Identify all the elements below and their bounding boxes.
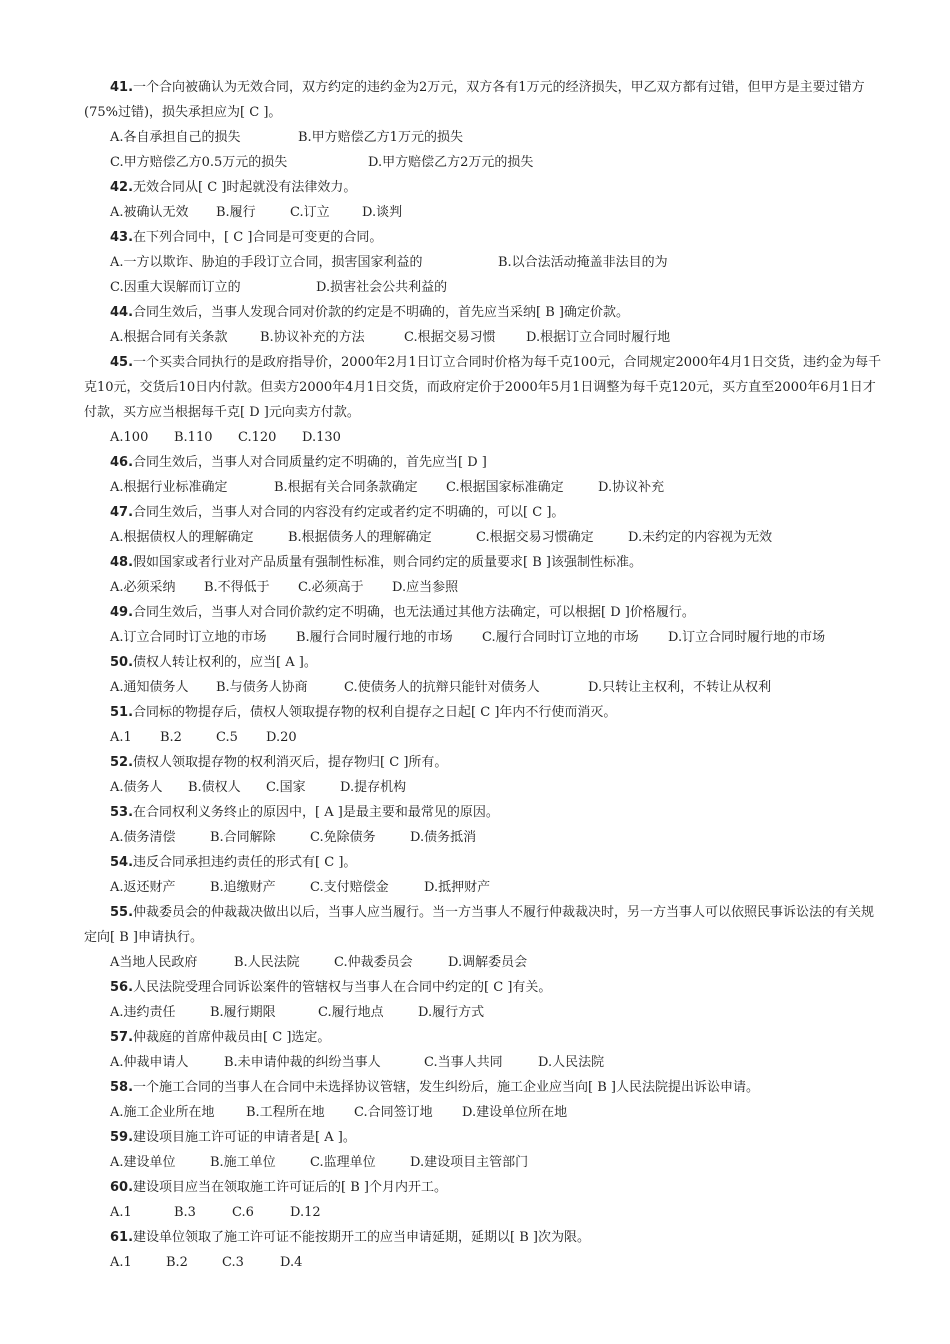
question-number: 44. xyxy=(110,305,134,320)
options-47 xyxy=(110,525,772,550)
option-a: A.1 xyxy=(110,1205,132,1220)
question-text: 合同生效后，当事人对合同质量约定不明确的，首先应当[ D ] xyxy=(133,455,487,470)
option-b: B.2 xyxy=(160,730,182,745)
option-c: C.根据交易习惯确定 xyxy=(476,530,594,545)
option-a: A.根据行业标准确定 xyxy=(110,480,228,495)
options-41 xyxy=(110,125,463,150)
question-number: 43. xyxy=(110,230,134,245)
question-number: 51. xyxy=(110,705,134,720)
option-c: C.因重大误解而订立的 xyxy=(110,280,241,295)
question-number: 42. xyxy=(110,180,134,195)
option-c: C.免除债务 xyxy=(310,830,376,845)
question-text: 建设项目施工许可证的申请者是[ A ]。 xyxy=(133,1130,356,1145)
options-43-row2 xyxy=(110,275,447,300)
question-41 xyxy=(84,75,884,125)
option-c: C.使债务人的抗辩只能针对债务人 xyxy=(344,680,540,695)
option-d: D.20 xyxy=(266,730,297,745)
options-49 xyxy=(110,625,825,650)
option-c: C.根据国家标准确定 xyxy=(446,480,564,495)
option-d: D.130 xyxy=(302,430,341,445)
option-d: D.提存机构 xyxy=(340,780,407,795)
options-53 xyxy=(110,825,476,850)
question-49 xyxy=(110,600,910,625)
question-61 xyxy=(110,1225,910,1250)
question-number: 59. xyxy=(110,1130,134,1145)
question-45 xyxy=(84,350,884,425)
question-number: 58. xyxy=(110,1080,134,1095)
option-c: C.支付赔偿金 xyxy=(310,880,389,895)
option-b: B.根据有关合同条款确定 xyxy=(274,480,418,495)
option-b: B.甲方赔偿乙方1万元的损失 xyxy=(298,130,463,145)
option-a: A.施工企业所在地 xyxy=(110,1105,215,1120)
option-a: A.债务清偿 xyxy=(110,830,176,845)
option-b: B.履行 xyxy=(216,205,256,220)
question-number: 45. xyxy=(110,355,134,370)
question-57 xyxy=(110,1025,910,1050)
option-c: C.5 xyxy=(216,730,238,745)
options-48 xyxy=(110,575,458,600)
option-c: C.订立 xyxy=(290,205,330,220)
option-a: A当地人民政府 xyxy=(110,955,198,970)
question-51 xyxy=(110,700,910,725)
option-a: A.违约责任 xyxy=(110,1005,176,1020)
options-51 xyxy=(110,725,297,750)
option-c: C.120 xyxy=(238,430,277,445)
question-text: 一个合向被确认为无效合同，双方约定的违约金为2万元，双方各有1万元的经济损失，甲乙双方都有过错，但甲方是主要过错方(75%过错)，损失承担应为[ C ]。 xyxy=(84,80,865,120)
question-number: 52. xyxy=(110,755,134,770)
question-number: 48. xyxy=(110,555,134,570)
question-number: 57. xyxy=(110,1030,134,1045)
option-b: B.履行合同时履行地的市场 xyxy=(296,630,453,645)
question-text: 违反合同承担违约责任的形式有[ C ]。 xyxy=(133,855,357,870)
question-44 xyxy=(110,300,910,325)
option-b: B.债权人 xyxy=(188,780,241,795)
options-56 xyxy=(110,1000,484,1025)
question-48 xyxy=(110,550,910,575)
question-text: 合同生效后，当事人对合同的内容没有约定或者约定不明确的，可以[ C ]。 xyxy=(133,505,565,520)
option-b: B.施工单位 xyxy=(210,1155,276,1170)
option-d: D.建设项目主管部门 xyxy=(410,1155,529,1170)
question-55 xyxy=(84,900,884,950)
option-d: D.甲方赔偿乙方2万元的损失 xyxy=(368,155,534,170)
question-text: 仲裁委员会的仲裁裁决做出以后，当事人应当履行。当一方当事人不履行仲裁裁决时，另一方当事人可以依照民事诉讼法的有关规定向[ B ]申请执行。 xyxy=(84,905,875,945)
question-text: 一个买卖合同执行的是政府指导价，2000年2月1日订立合同时价格为每千克100元，合同规定2000年4月1日交货，违约金为每千克10元，交货后10日内付款。但卖方2000年4月1日交货，而政府定价于2000年5月1日调整为每千克120元，买方直至2000年6月1日才付款，买方应当根据每千克[ D ]元向卖方付款。 xyxy=(84,355,882,420)
question-52 xyxy=(110,750,910,775)
question-text: 无效合同从[ C ]时起就没有法律效力。 xyxy=(133,180,357,195)
option-c: C.根据交易习惯 xyxy=(404,330,496,345)
option-c: C.仲裁委员会 xyxy=(334,955,413,970)
option-a: A.订立合同时订立地的市场 xyxy=(110,630,267,645)
question-text: 债权人转让权利的，应当[ A ]。 xyxy=(133,655,317,670)
question-number: 49. xyxy=(110,605,134,620)
option-d: D.只转让主权利，不转让从权利 xyxy=(588,680,772,695)
question-number: 61. xyxy=(110,1230,134,1245)
option-b: B.3 xyxy=(174,1205,196,1220)
options-54 xyxy=(110,875,490,900)
question-46 xyxy=(110,450,910,475)
options-52 xyxy=(110,775,406,800)
question-56 xyxy=(110,975,910,1000)
option-c: C.国家 xyxy=(266,780,306,795)
option-d: D.人民法院 xyxy=(538,1055,605,1070)
option-b: B.协议补充的方法 xyxy=(260,330,365,345)
question-text: 在合同权利义务终止的原因中，[ A ]是最主要和最常见的原因。 xyxy=(133,805,499,820)
option-d: D.协议补充 xyxy=(598,480,665,495)
option-a: A.根据合同有关条款 xyxy=(110,330,228,345)
option-a: A.1 xyxy=(110,730,132,745)
options-59 xyxy=(110,1150,528,1175)
options-43 xyxy=(110,250,668,275)
option-a: A.被确认无效 xyxy=(110,205,189,220)
option-c: C.履行合同时订立地的市场 xyxy=(482,630,639,645)
option-b: B.以合法活动掩盖非法目的为 xyxy=(498,255,668,270)
option-d: D.4 xyxy=(280,1255,303,1270)
option-c: C.必须高于 xyxy=(298,580,364,595)
question-number: 53. xyxy=(110,805,134,820)
options-41-row2 xyxy=(110,150,533,175)
question-47 xyxy=(110,500,910,525)
options-44 xyxy=(110,325,670,350)
option-b: B.工程所在地 xyxy=(246,1105,325,1120)
option-b: B.未申请仲裁的纠纷当事人 xyxy=(224,1055,381,1070)
question-number: 54. xyxy=(110,855,134,870)
question-text: 在下列合同中，[ C ]合同是可变更的合同。 xyxy=(133,230,383,245)
options-57 xyxy=(110,1050,604,1075)
question-50 xyxy=(110,650,910,675)
options-45 xyxy=(110,425,341,450)
option-b: B.与债务人协商 xyxy=(216,680,308,695)
option-b: B.追缴财产 xyxy=(210,880,276,895)
option-a: A.返还财产 xyxy=(110,880,176,895)
option-b: B.根据债务人的理解确定 xyxy=(288,530,432,545)
option-d: D.债务抵消 xyxy=(410,830,477,845)
option-d: D.履行方式 xyxy=(418,1005,485,1020)
question-text: 一个施工合同的当事人在合同中未选择协议管辖，发生纠纷后，施工企业应当向[ B ]人民法院提出诉讼申请。 xyxy=(133,1080,759,1095)
question-number: 46. xyxy=(110,455,134,470)
question-60 xyxy=(110,1175,910,1200)
option-a: A.1 xyxy=(110,1255,132,1270)
option-d: D.损害社会公共利益的 xyxy=(316,280,448,295)
question-text: 合同生效后，当事人发现合同对价款的约定是不明确的，首先应当采纳[ B ]确定价款。 xyxy=(133,305,629,320)
option-c: C.履行地点 xyxy=(318,1005,384,1020)
option-a: A.一方以欺诈、胁迫的手段订立合同，损害国家利益的 xyxy=(110,255,423,270)
question-number: 47. xyxy=(110,505,134,520)
option-c: C.当事人共同 xyxy=(424,1055,503,1070)
question-53 xyxy=(110,800,910,825)
option-c: C.合同签订地 xyxy=(354,1105,433,1120)
option-a: A.通知债务人 xyxy=(110,680,189,695)
options-55 xyxy=(110,950,527,975)
option-a: A.仲裁申请人 xyxy=(110,1055,189,1070)
question-43 xyxy=(110,225,910,250)
options-58 xyxy=(110,1100,567,1125)
option-c: C.监理单位 xyxy=(310,1155,376,1170)
option-d: D.根据订立合同时履行地 xyxy=(526,330,671,345)
option-d: D.12 xyxy=(290,1205,321,1220)
question-text: 合同标的物提存后，债权人领取提存物的权利自提存之日起[ C ]年内不行使而消灭。 xyxy=(133,705,617,720)
option-a: A.各自承担自己的损失 xyxy=(110,130,241,145)
question-text: 仲裁庭的首席仲裁员由[ C ]选定。 xyxy=(133,1030,331,1045)
question-text: 合同生效后，当事人对合同价款约定不明确，也无法通过其他方法确定，可以根据[ D ]价格履行。 xyxy=(133,605,695,620)
option-b: B.履行期限 xyxy=(210,1005,276,1020)
option-a: A.建设单位 xyxy=(110,1155,176,1170)
question-42 xyxy=(110,175,910,200)
option-d: D.调解委员会 xyxy=(448,955,528,970)
question-59 xyxy=(110,1125,910,1150)
question-number: 55. xyxy=(110,905,134,920)
question-58 xyxy=(110,1075,910,1100)
option-c: C.6 xyxy=(232,1205,254,1220)
option-d: D.抵押财产 xyxy=(424,880,491,895)
option-c: C.3 xyxy=(222,1255,244,1270)
option-d: D.订立合同时履行地的市场 xyxy=(668,630,826,645)
question-number: 60. xyxy=(110,1180,134,1195)
option-d: D.未约定的内容视为无效 xyxy=(628,530,773,545)
options-42 xyxy=(110,200,402,225)
question-number: 56. xyxy=(110,980,134,995)
option-d: D.建设单位所在地 xyxy=(462,1105,568,1120)
question-number: 41. xyxy=(110,80,134,95)
question-text: 人民法院受理合同诉讼案件的管辖权与当事人在合同中约定的[ C ]有关。 xyxy=(133,980,552,995)
option-b: B.110 xyxy=(174,430,213,445)
options-60 xyxy=(110,1200,321,1225)
question-54 xyxy=(110,850,910,875)
option-b: B.2 xyxy=(166,1255,188,1270)
question-text: 假如国家或者行业对产品质量有强制性标准，则合同约定的质量要求[ B ]该强制性标准。 xyxy=(133,555,642,570)
option-b: B.不得低于 xyxy=(204,580,270,595)
question-number: 50. xyxy=(110,655,134,670)
options-61 xyxy=(110,1250,302,1275)
option-b: B.人民法院 xyxy=(234,955,300,970)
options-50 xyxy=(110,675,771,700)
option-d: D.谈判 xyxy=(362,205,403,220)
option-c: C.甲方赔偿乙方0.5万元的损失 xyxy=(110,155,288,170)
question-text: 建设单位领取了施工许可证不能按期开工的应当申请延期，延期以[ B ]次为限。 xyxy=(133,1230,590,1245)
option-a: A.债务人 xyxy=(110,780,163,795)
option-d: D.应当参照 xyxy=(392,580,459,595)
option-a: A.100 xyxy=(110,430,149,445)
options-46 xyxy=(110,475,664,500)
option-a: A.必须采纳 xyxy=(110,580,176,595)
option-a: A.根据债权人的理解确定 xyxy=(110,530,254,545)
question-text: 建设项目应当在领取施工许可证后的[ B ]个月内开工。 xyxy=(133,1180,447,1195)
option-b: B.合同解除 xyxy=(210,830,276,845)
question-text: 债权人领取提存物的权利消灭后，提存物归[ C ]所有。 xyxy=(133,755,448,770)
